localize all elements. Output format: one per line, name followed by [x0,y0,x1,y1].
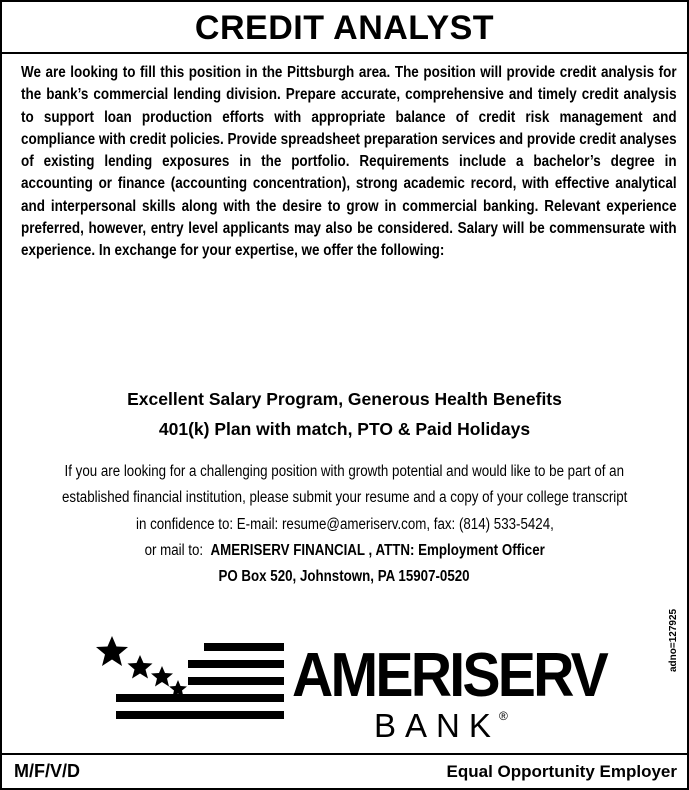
footer-mfvd: M/F/V/D [14,761,80,781]
logo-name: AMERISERV [292,641,609,710]
stripe [188,660,284,668]
stripe [188,677,284,685]
bottom-divider [2,753,687,755]
contact-line-2: established financial institution, please submit your resume and a copy of your college transcript [61,489,628,507]
ameriserv-logo [94,634,614,746]
stripe [116,694,284,702]
contact-line-5: PO Box 520, Johnstown, PA 15907-0520 [218,568,471,586]
ad-number: adno=127925 [668,608,679,672]
contact-line-3: in confidence to: E-mail: resume@ameriserv.com, fax: (814) 533-5424, [135,515,554,533]
star-icon [96,636,128,666]
benefits-line-2: 401(k) Plan with match, PTO & Paid Holidays [158,419,531,439]
logo-sub: BANK [374,707,500,744]
star-icon [128,655,153,679]
star-icon [151,666,173,687]
contact-line-4 [144,538,544,564]
stripe [204,643,284,651]
mail-to-address: AMERISERV FINANCIAL , ATTN: Employment Officer [210,541,545,559]
stars-and-stripes-icon [96,636,284,719]
mail-to-label: or mail to: [144,541,203,559]
benefits-block [2,384,687,444]
ad-title: CREDIT ANALYST [194,9,495,47]
footer-eoe: Equal Opportunity Employer [446,762,677,781]
contact-line-1: If you are looking for a challenging position with growth potential and would like to be part of an [64,463,625,480]
contact-block [2,459,687,590]
registered-mark: ® [499,709,508,723]
stripe [116,711,284,719]
job-description: We are looking to fill this position in the Pittsburgh area. The position will provide credit analysis for the bank’s commercial lending division. Prepare accurate, comprehensive and timely credit analysis to support loan production efforts with appropriate balance of credit risk management and compliance with credit policies. Provide spreadsheet preparation services and provide credit analyses of existing lending exposures in the portfolio. Requirements include a bachelor’s degree in accounting or finance (accounting concentration), strong academic record, with effective analytical and interpersonal skills along with the desire to grow in commercial banking. Relevant experience preferred, however, entry level applicants may also be considered. Salary will be commensurate with experience. In exchange for your expertise, we offer the following: [21,64,677,260]
benefits-line-1: Excellent Salary Program, Generous Health Benefits [127,389,562,409]
top-divider [2,52,687,54]
